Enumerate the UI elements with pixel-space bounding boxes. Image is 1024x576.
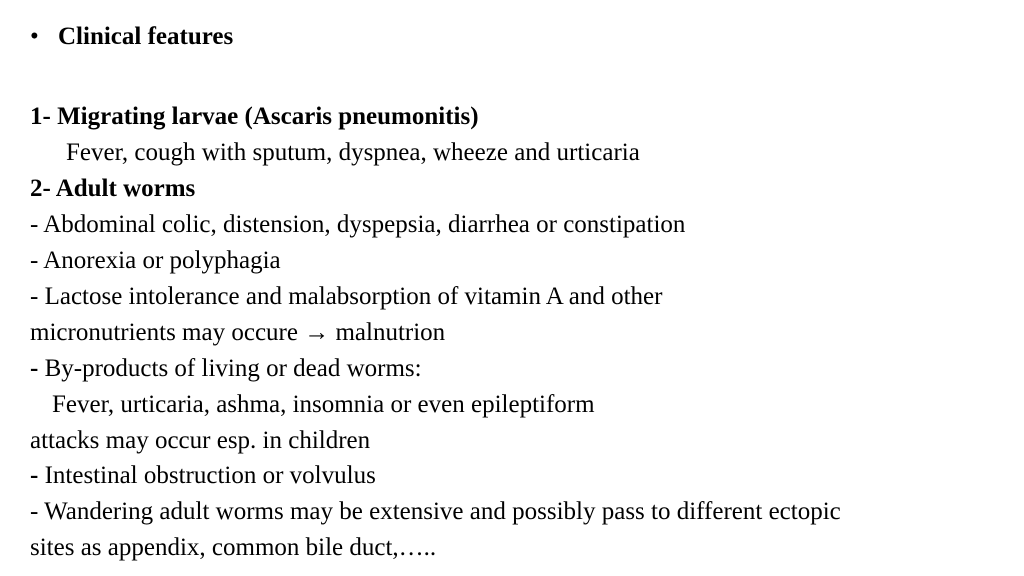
byproducts-text: By-products of living or dead worms: [38, 355, 422, 382]
section2-item-micronutrients: micronutrients may occure → malnutrion [30, 319, 446, 346]
section2-byproducts [30, 354, 422, 384]
heading-title: Clinical features [58, 23, 234, 50]
section2-obstruction [30, 461, 376, 491]
section2-byproducts-line1: Fever, urticaria, ashma, insomnia or even epileptiform [52, 391, 595, 418]
obstruction-dash: - [30, 462, 39, 489]
section2-wandering-line1: - Wandering adult worms may be extensive and possibly pass to different ectopic [30, 498, 841, 525]
section2-item-lactose: - Lactose intolerance and malabsorption of vitamin A and other [30, 283, 663, 310]
section2-title: 2- Adult worms [30, 175, 196, 202]
section1-title: 1- Migrating larvae (Ascaris pneumonitis) [30, 103, 479, 130]
section2-item-anorexia: - Anorexia or polyphagia [30, 247, 281, 274]
obstruction-text: Intestinal obstruction or volvulus [38, 462, 376, 489]
section2-byproducts-line2: attacks may occur esp. in children [30, 427, 371, 454]
section1-text: Fever, cough with sputum, dyspnea, wheeze and urticaria [66, 139, 640, 166]
section2-wandering-line2: sites as appendix, common bile duct,….. [30, 534, 437, 561]
byproducts-dash: - [30, 355, 39, 382]
section-heading [30, 22, 233, 52]
bullet-icon: • [30, 23, 39, 50]
section2-item-colic: - Abdominal colic, distension, dyspepsia, diarrhea or constipation [30, 211, 686, 238]
